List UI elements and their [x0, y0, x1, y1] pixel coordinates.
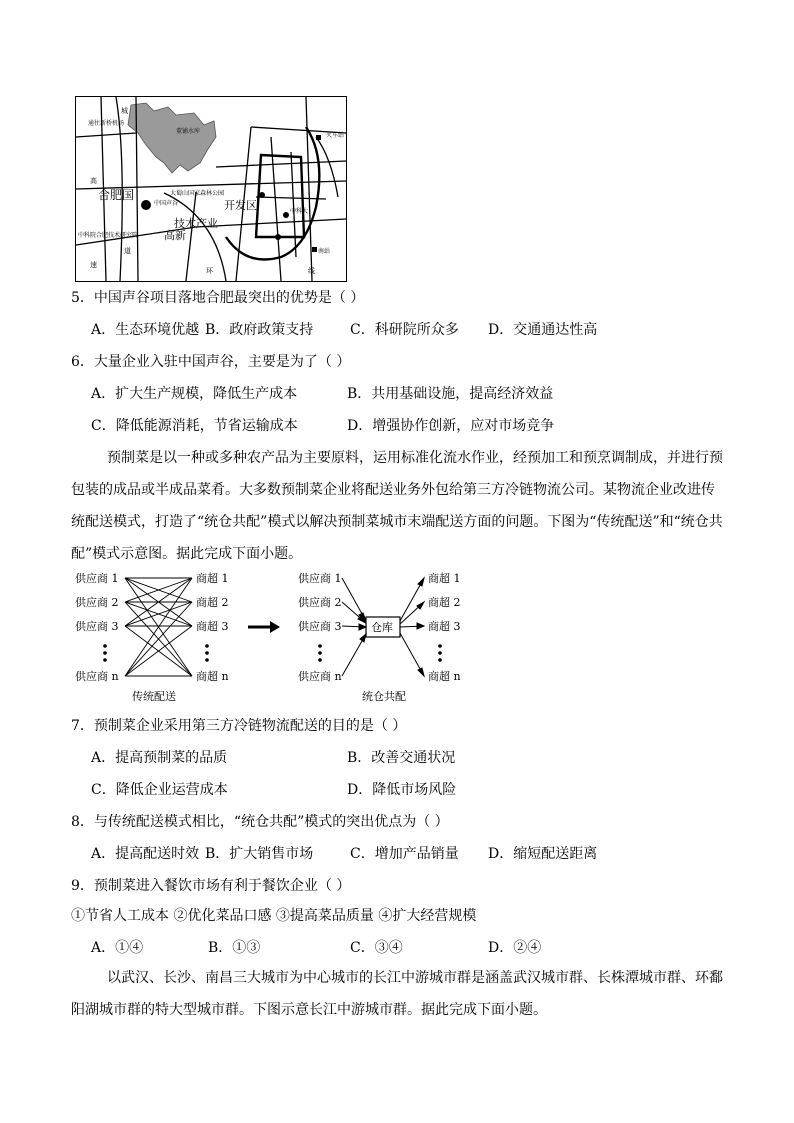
ustc-marker [283, 212, 289, 218]
right-supplier-3: 供应商 3 [298, 620, 342, 633]
passage2-line-2: 阳湖城市群的特大型城市群。下图示意长江中游城市群。据此完成下面小题。 [71, 1002, 547, 1018]
road-label-c: 速 [90, 261, 97, 269]
left-market-2: 商超 2 [196, 596, 229, 609]
q5-option-d[interactable]: D．交通通达性高 [488, 322, 598, 338]
warehouse-label: 仓库 [371, 621, 393, 634]
left-supplier-2: 供应商 2 [75, 596, 119, 609]
left-market-3: 商超 3 [196, 620, 229, 633]
q9-stem: 9．预制菜进入餐饮市场有利于餐饮企业（ ） [71, 878, 351, 894]
q5-stem: 5．中国声谷项目落地合肥最突出的优势是（ ） [71, 290, 365, 306]
valley-label: 中国声谷 [154, 200, 179, 207]
airport-label: 通往新桥机场 [88, 120, 125, 127]
marker-a [259, 192, 265, 198]
reservoir-label: 董铺水库 [176, 128, 201, 135]
distribution-diagram [70, 566, 470, 706]
road-label-e: 线 [308, 267, 315, 275]
left-caption: 传统配送 [132, 690, 176, 703]
q7-stem: 7．预制菜企业采用第三方冷链物流配送的目的是（ ） [71, 718, 407, 734]
left-supplier-1: 供应商 1 [75, 572, 119, 585]
station-marker [316, 135, 321, 140]
q5-option-b[interactable]: B．政府政策支持 [205, 322, 314, 338]
right-supplier-2: 供应商 2 [298, 596, 342, 609]
institute-label: 中科院合肥技术研究院 [78, 232, 139, 239]
q9-option-d[interactable]: D．②④ [488, 940, 542, 956]
q8-option-c[interactable]: C．增加产品销量 [350, 846, 459, 862]
left-market-n: 商超 n [196, 670, 229, 683]
q7-option-a[interactable]: A．提高预制菜的品质 [91, 750, 228, 766]
right-market-1: 商超 1 [428, 572, 461, 585]
right-ellipsis-dots [318, 644, 442, 662]
q6-option-c[interactable]: C．降低能源消耗，节省运输成本 [91, 418, 298, 434]
q8-stem: 8．与传统配送模式相比，“统仓共配”模式的突出优点为（ ） [71, 814, 449, 830]
q8-option-b[interactable]: B．扩大销售市场 [205, 846, 314, 862]
right-market-3: 商超 3 [428, 620, 461, 633]
q7-option-b[interactable]: B．改善交通状况 [347, 750, 456, 766]
q6-stem: 6．大量企业入驻中国声谷，主要是为了（ ） [71, 354, 351, 370]
transition-arrow [248, 621, 280, 633]
right-supplier-n: 供应商 n [298, 670, 342, 683]
passage-line-3: 统配送模式，打造了“统仓共配”模式以解决预制菜城市末端配送方面的问题。下图为“传统配送”和“统仓共 [71, 514, 723, 530]
traditional-lines [125, 578, 192, 676]
road-label-d: 环 [206, 267, 213, 275]
hefei-map [75, 96, 347, 282]
south-marker [312, 247, 317, 252]
left-supplier-3: 供应商 3 [75, 620, 119, 633]
right-caption: 统仓共配 [362, 690, 406, 703]
develop-label: 开发区 [224, 199, 257, 212]
valley-marker [141, 200, 151, 210]
q5-option-a[interactable]: A．生态环境优越 [91, 322, 200, 338]
passage-line-1: 预制菜是以一种或多种农产品为主要原料，运用标准化流水作业，经预加工和预烹调制成，并进行预 [107, 450, 723, 466]
q7-option-d[interactable]: D．降低市场风险 [347, 782, 457, 798]
q8-option-a[interactable]: A．提高配送时效 [91, 846, 200, 862]
q9-option-c[interactable]: C．③④ [350, 940, 403, 956]
q7-option-c[interactable]: C．降低企业运营成本 [91, 782, 228, 798]
q9-option-b[interactable]: B．①③ [208, 940, 261, 956]
diagram-drawing [70, 566, 470, 706]
zone-label: 技术产业 [174, 217, 218, 230]
passage-line-4: 配”模式示意图。据此完成下面小题。 [71, 546, 303, 562]
passage2-line-1: 以武汉、长沙、南昌三大城市为中心城市的长江中游城市群是涵盖武汉城市群、长株潭城市群、环鄱 [107, 970, 723, 986]
left-supplier-n: 供应商 n [75, 670, 119, 683]
hefei-label: 合肥国 [98, 188, 135, 202]
q6-option-b[interactable]: B．共用基础设施，提高经济效益 [347, 386, 554, 402]
passage-line-2: 包装的成品或半成品菜肴。大多数预制菜企业将配送业务外包给第三方冷链物流公司。某物流企业改进传 [71, 482, 715, 498]
station-label: 火车站 [326, 132, 345, 139]
ustc-label: 中科大 [290, 208, 309, 215]
park-label: 大蜀山国家森林公园 [170, 190, 225, 197]
q6-option-a[interactable]: A．扩大生产规模，降低生产成本 [91, 386, 298, 402]
road-label-b: 高 [90, 177, 97, 185]
left-market-1: 商超 1 [196, 572, 229, 585]
right-market-n: 商超 n [428, 670, 461, 683]
road-label-a: 城 [121, 107, 128, 115]
marker-b [275, 234, 281, 240]
reservoir-shape [128, 103, 216, 173]
right-market-2: 商超 2 [428, 596, 461, 609]
q6-option-d[interactable]: D．增强协作创新，应对市场竞争 [347, 418, 555, 434]
map-drawing [76, 97, 346, 281]
q5-option-c[interactable]: C．科研院所众多 [350, 322, 459, 338]
gaoxin-label: 高新 [164, 229, 186, 242]
q8-option-d[interactable]: D．缩短配送距离 [488, 846, 598, 862]
road-label-f: 道 [124, 247, 131, 255]
q9-option-a[interactable]: A．①④ [91, 940, 144, 956]
q9-items: ①节省人工成本 ②优化菜品口感 ③提高菜品质量 ④扩大经营规模 [71, 908, 477, 924]
south-label: 南站 [318, 248, 331, 255]
right-supplier-1: 供应商 1 [298, 572, 342, 585]
